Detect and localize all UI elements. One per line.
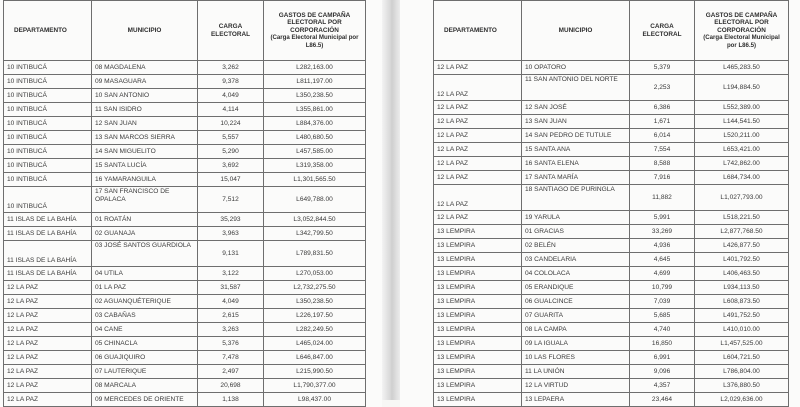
left-page xyxy=(0,0,382,407)
cell-departamento: 13 LEMPIRA xyxy=(434,281,522,295)
cell-municipio: 15 SANTA ANA xyxy=(522,143,630,157)
cell-carga-electoral: 3,692 xyxy=(198,159,264,173)
cell-gastos: L342,799.50 xyxy=(264,227,366,241)
table-row xyxy=(4,337,366,351)
cell-carga-electoral: 35,293 xyxy=(198,213,264,227)
table-row xyxy=(4,213,366,227)
cell-municipio: 12 LA VIRTUD xyxy=(522,379,630,393)
cell-departamento: 12 LA PAZ xyxy=(434,211,522,225)
cell-gastos: L786,804.00 xyxy=(695,365,789,379)
cell-departamento: 10 INTIBUCÁ xyxy=(4,159,92,173)
cell-municipio: 02 AGUANQUÉTERIQUE xyxy=(92,295,198,309)
cell-carga-electoral: 3,262 xyxy=(198,61,264,75)
cell-municipio: 16 SANTA ELENA xyxy=(522,157,630,171)
cell-carga-electoral: 4,645 xyxy=(630,253,695,267)
table-row xyxy=(434,115,789,129)
header-carga-electoral: CARGA ELECTORAL xyxy=(630,1,695,61)
cell-departamento: 11 ISLAS DE LA BAHÍA xyxy=(4,241,92,267)
header-gastos-subtitle: (Carga Electoral Municipal por L86.5) xyxy=(270,34,359,49)
cell-gastos: L742,862.00 xyxy=(695,157,789,171)
cell-municipio: 04 CANE xyxy=(92,323,198,337)
cell-gastos: L480,680.50 xyxy=(264,131,366,145)
table-row xyxy=(434,323,789,337)
cell-gastos: L934,113.50 xyxy=(695,281,789,295)
cell-gastos: L491,752.50 xyxy=(695,309,789,323)
cell-carga-electoral: 2,497 xyxy=(198,365,264,379)
cell-carga-electoral: 9,378 xyxy=(198,75,264,89)
cell-departamento: 10 INTIBUCÁ xyxy=(4,131,92,145)
cell-carga-electoral: 4,114 xyxy=(198,103,264,117)
campaign-expense-table-left xyxy=(3,0,366,407)
table-row xyxy=(4,241,366,267)
cell-municipio: 05 ERANDIQUE xyxy=(522,281,630,295)
table-row xyxy=(4,131,366,145)
cell-municipio: 18 SANTIAGO DE PURINGLA xyxy=(522,185,630,211)
table-row xyxy=(434,267,789,281)
cell-carga-electoral: 7,039 xyxy=(630,295,695,309)
header-municipio: MUNICIPIO xyxy=(92,1,198,61)
cell-departamento: 12 LA PAZ xyxy=(434,101,522,115)
table-row xyxy=(434,309,789,323)
cell-gastos: L653,421.00 xyxy=(695,143,789,157)
cell-gastos: L98,437.00 xyxy=(264,393,366,407)
cell-carga-electoral: 2,253 xyxy=(630,75,695,101)
left-table-body xyxy=(4,61,366,407)
header-carga-electoral: CARGA ELECTORAL xyxy=(198,1,264,61)
table-row xyxy=(434,337,789,351)
cell-municipio: 09 MERCEDES DE ORIENTE xyxy=(92,393,198,407)
cell-municipio: 16 YAMARANGUILA xyxy=(92,173,198,187)
cell-carga-electoral: 7,554 xyxy=(630,143,695,157)
cell-departamento: 12 LA PAZ xyxy=(4,323,92,337)
cell-gastos: L426,877.50 xyxy=(695,239,789,253)
cell-municipio: 11 SAN ANTONIO DEL NORTE xyxy=(522,75,630,101)
cell-gastos: L520,211.00 xyxy=(695,129,789,143)
cell-departamento: 12 LA PAZ xyxy=(4,365,92,379)
cell-carga-electoral: 16,850 xyxy=(630,337,695,351)
cell-departamento: 10 INTIBUCÁ xyxy=(4,117,92,131)
cell-departamento: 10 INTIBUCÁ xyxy=(4,173,92,187)
cell-departamento: 10 INTIBUCÁ xyxy=(4,145,92,159)
cell-municipio: 07 GUARITA xyxy=(522,309,630,323)
page-binding-gutter xyxy=(382,0,400,400)
cell-departamento: 12 LA PAZ xyxy=(4,309,92,323)
cell-gastos: L194,884.50 xyxy=(695,75,789,101)
cell-departamento: 13 LEMPIRA xyxy=(434,323,522,337)
cell-gastos: L350,238.50 xyxy=(264,295,366,309)
cell-departamento: 13 LEMPIRA xyxy=(434,295,522,309)
cell-carga-electoral: 10,224 xyxy=(198,117,264,131)
cell-carga-electoral: 3,963 xyxy=(198,227,264,241)
cell-gastos: L270,053.00 xyxy=(264,267,366,281)
cell-municipio: 10 OPATORO xyxy=(522,61,630,75)
cell-gastos: L350,238.50 xyxy=(264,89,366,103)
header-departamento: DEPARTAMENTO xyxy=(434,1,522,61)
cell-municipio: 11 LA UNIÓN xyxy=(522,365,630,379)
table-row xyxy=(4,117,366,131)
cell-municipio: 10 LAS FLORES xyxy=(522,351,630,365)
header-departamento: DEPARTAMENTO xyxy=(4,1,92,61)
cell-carga-electoral: 4,049 xyxy=(198,89,264,103)
cell-municipio: 11 SAN ISIDRO xyxy=(92,103,198,117)
cell-departamento: 13 LEMPIRA xyxy=(434,267,522,281)
cell-departamento: 13 LEMPIRA xyxy=(434,253,522,267)
cell-departamento: 11 ISLAS DE LA BAHÍA xyxy=(4,267,92,281)
table-row xyxy=(4,351,366,365)
cell-carga-electoral: 4,357 xyxy=(630,379,695,393)
cell-gastos: L282,249.50 xyxy=(264,323,366,337)
cell-gastos: L282,163.00 xyxy=(264,61,366,75)
cell-gastos: L2,732,275.50 xyxy=(264,281,366,295)
cell-carga-electoral: 7,916 xyxy=(630,171,695,185)
cell-departamento: 13 LEMPIRA xyxy=(434,239,522,253)
cell-municipio: 13 SAN MARCOS SIERRA xyxy=(92,131,198,145)
table-row xyxy=(434,129,789,143)
cell-municipio: 19 YARULA xyxy=(522,211,630,225)
header-municipio: MUNICIPIO xyxy=(522,1,630,61)
cell-gastos: L789,831.50 xyxy=(264,241,366,267)
cell-municipio: 04 UTILA xyxy=(92,267,198,281)
header-gastos xyxy=(264,1,366,61)
table-row xyxy=(434,281,789,295)
cell-departamento: 13 LEMPIRA xyxy=(434,309,522,323)
cell-carga-electoral: 3,263 xyxy=(198,323,264,337)
cell-departamento: 10 INTIBUCÁ xyxy=(4,75,92,89)
cell-municipio: 12 SAN JOSÉ xyxy=(522,101,630,115)
cell-municipio: 02 BELÉN xyxy=(522,239,630,253)
cell-municipio: 14 SAN MIGUELITO xyxy=(92,145,198,159)
campaign-expense-table-right xyxy=(433,0,789,407)
cell-carga-electoral: 10,799 xyxy=(630,281,695,295)
cell-carga-electoral: 5,991 xyxy=(630,211,695,225)
cell-gastos: L604,721.50 xyxy=(695,351,789,365)
cell-gastos: L3,052,844.50 xyxy=(264,213,366,227)
cell-departamento: 10 INTIBUCÁ xyxy=(4,61,92,75)
cell-municipio: 03 CANDELARIA xyxy=(522,253,630,267)
cell-departamento: 13 LEMPIRA xyxy=(434,379,522,393)
header-gastos-title: GASTOS DE CAMPAÑA ELECTORAL POR CORPORACIÓN xyxy=(705,11,778,34)
cell-carga-electoral: 2,615 xyxy=(198,309,264,323)
table-row xyxy=(4,89,366,103)
cell-departamento: 12 LA PAZ xyxy=(4,379,92,393)
cell-departamento: 12 LA PAZ xyxy=(4,337,92,351)
cell-gastos: L1,457,525.00 xyxy=(695,337,789,351)
cell-gastos: L410,010.00 xyxy=(695,323,789,337)
cell-departamento: 13 LEMPIRA xyxy=(434,351,522,365)
cell-municipio: 06 GUALCINCE xyxy=(522,295,630,309)
cell-carga-electoral: 5,379 xyxy=(630,61,695,75)
table-row xyxy=(4,267,366,281)
table-row xyxy=(434,365,789,379)
cell-carga-electoral: 8,588 xyxy=(630,157,695,171)
table-row xyxy=(434,75,789,101)
cell-municipio: 01 GRACIAS xyxy=(522,225,630,239)
table-row xyxy=(4,159,366,173)
table-row xyxy=(4,323,366,337)
table-row xyxy=(434,239,789,253)
cell-carga-electoral: 9,131 xyxy=(198,241,264,267)
table-row xyxy=(434,185,789,211)
cell-departamento: 13 LEMPIRA xyxy=(434,393,522,407)
table-row xyxy=(434,211,789,225)
cell-municipio: 12 SAN JUAN xyxy=(92,117,198,131)
right-table-body xyxy=(434,61,789,407)
table-row xyxy=(434,101,789,115)
table-row xyxy=(4,173,366,187)
table-row xyxy=(434,171,789,185)
cell-departamento: 10 INTIBUCÁ xyxy=(4,89,92,103)
cell-municipio: 13 LEPAERA xyxy=(522,393,630,407)
cell-gastos: L684,734.00 xyxy=(695,171,789,185)
cell-carga-electoral: 31,587 xyxy=(198,281,264,295)
cell-municipio: 08 MARCALA xyxy=(92,379,198,393)
cell-municipio: 03 JOSÉ SANTOS GUARDIOLA xyxy=(92,241,198,267)
cell-departamento: 10 INTIBUCÁ xyxy=(4,103,92,117)
cell-carga-electoral: 5,557 xyxy=(198,131,264,145)
cell-municipio: 04 COLOLACA xyxy=(522,267,630,281)
cell-departamento: 12 LA PAZ xyxy=(434,115,522,129)
cell-carga-electoral: 23,464 xyxy=(630,393,695,407)
cell-departamento: 13 LEMPIRA xyxy=(434,337,522,351)
cell-carga-electoral: 7,512 xyxy=(198,187,264,213)
cell-gastos: L1,027,793.00 xyxy=(695,185,789,211)
table-row xyxy=(4,227,366,241)
table-row xyxy=(434,295,789,309)
table-row xyxy=(4,187,366,213)
cell-departamento: 13 LEMPIRA xyxy=(434,225,522,239)
cell-carga-electoral: 5,685 xyxy=(630,309,695,323)
cell-municipio: 07 LAUTERIQUE xyxy=(92,365,198,379)
cell-gastos: L406,463.50 xyxy=(695,267,789,281)
cell-gastos: L457,585.00 xyxy=(264,145,366,159)
cell-departamento: 12 LA PAZ xyxy=(434,75,522,101)
cell-departamento: 12 LA PAZ xyxy=(434,61,522,75)
cell-gastos: L552,389.00 xyxy=(695,101,789,115)
table-row xyxy=(4,61,366,75)
header-gastos-subtitle: (Carga Electoral Municipal por L86.5) xyxy=(703,34,780,49)
cell-carga-electoral: 5,376 xyxy=(198,337,264,351)
cell-carga-electoral: 20,698 xyxy=(198,379,264,393)
table-row xyxy=(4,145,366,159)
cell-municipio: 09 LA IGUALA xyxy=(522,337,630,351)
right-page xyxy=(400,0,800,407)
table-row xyxy=(434,61,789,75)
table-row xyxy=(4,309,366,323)
cell-municipio: 10 SAN ANTONIO xyxy=(92,89,198,103)
cell-gastos: L319,358.00 xyxy=(264,159,366,173)
cell-departamento: 13 LEMPIRA xyxy=(434,365,522,379)
cell-gastos: L811,197.00 xyxy=(264,75,366,89)
cell-gastos: L355,861.00 xyxy=(264,103,366,117)
cell-departamento: 10 INTIBUCÁ xyxy=(4,187,92,213)
table-row xyxy=(434,143,789,157)
cell-carga-electoral: 5,290 xyxy=(198,145,264,159)
cell-carga-electoral: 6,014 xyxy=(630,129,695,143)
cell-municipio: 17 SANTA MARÍA xyxy=(522,171,630,185)
table-row xyxy=(434,157,789,171)
cell-carga-electoral: 4,936 xyxy=(630,239,695,253)
cell-municipio: 14 SAN PEDRO DE TUTULE xyxy=(522,129,630,143)
cell-municipio: 05 CHINACLA xyxy=(92,337,198,351)
cell-municipio: 13 SAN JUAN xyxy=(522,115,630,129)
cell-municipio: 06 GUAJIQUIRO xyxy=(92,351,198,365)
cell-carga-electoral: 15,047 xyxy=(198,173,264,187)
table-row xyxy=(434,351,789,365)
table-row xyxy=(434,253,789,267)
cell-municipio: 01 ROATÁN xyxy=(92,213,198,227)
cell-departamento: 11 ISLAS DE LA BAHÍA xyxy=(4,227,92,241)
cell-municipio: 08 LA CAMPA xyxy=(522,323,630,337)
table-row xyxy=(434,379,789,393)
cell-gastos: L1,790,377.00 xyxy=(264,379,366,393)
cell-carga-electoral: 7,478 xyxy=(198,351,264,365)
cell-departamento: 12 LA PAZ xyxy=(434,157,522,171)
cell-carga-electoral: 4,740 xyxy=(630,323,695,337)
cell-gastos: L884,376.00 xyxy=(264,117,366,131)
cell-departamento: 12 LA PAZ xyxy=(434,143,522,157)
cell-carga-electoral: 11,882 xyxy=(630,185,695,211)
cell-carga-electoral: 33,269 xyxy=(630,225,695,239)
cell-municipio: 08 MAGDALENA xyxy=(92,61,198,75)
cell-carga-electoral: 3,122 xyxy=(198,267,264,281)
table-row xyxy=(4,295,366,309)
cell-carga-electoral: 1,138 xyxy=(198,393,264,407)
cell-gastos: L226,197.50 xyxy=(264,309,366,323)
table-row xyxy=(4,75,366,89)
cell-gastos: L401,792.50 xyxy=(695,253,789,267)
cell-municipio: 15 SANTA LUCÍA xyxy=(92,159,198,173)
table-row xyxy=(434,225,789,239)
cell-gastos: L376,880.50 xyxy=(695,379,789,393)
table-row xyxy=(4,103,366,117)
cell-carga-electoral: 4,699 xyxy=(630,267,695,281)
cell-carga-electoral: 9,096 xyxy=(630,365,695,379)
cell-departamento: 12 LA PAZ xyxy=(434,171,522,185)
cell-departamento: 12 LA PAZ xyxy=(434,129,522,143)
cell-gastos: L144,541.50 xyxy=(695,115,789,129)
cell-departamento: 12 LA PAZ xyxy=(4,295,92,309)
cell-gastos: L465,024.00 xyxy=(264,337,366,351)
cell-municipio: 02 GUANAJA xyxy=(92,227,198,241)
cell-carga-electoral: 6,991 xyxy=(630,351,695,365)
header-gastos-title: GASTOS DE CAMPAÑA ELECTORAL POR CORPORACIÓN xyxy=(278,11,351,34)
cell-departamento: 12 LA PAZ xyxy=(4,393,92,407)
header-gastos xyxy=(695,1,789,61)
cell-departamento: 11 ISLAS DE LA BAHÍA xyxy=(4,213,92,227)
cell-gastos: L646,847.00 xyxy=(264,351,366,365)
cell-carga-electoral: 1,671 xyxy=(630,115,695,129)
table-header-row xyxy=(4,1,366,61)
table-header-row xyxy=(434,1,789,61)
cell-gastos: L215,990.50 xyxy=(264,365,366,379)
cell-carga-electoral: 6,386 xyxy=(630,101,695,115)
table-row xyxy=(4,365,366,379)
cell-gastos: L465,283.50 xyxy=(695,61,789,75)
table-row xyxy=(4,281,366,295)
cell-municipio: 01 LA PAZ xyxy=(92,281,198,295)
cell-gastos: L2,877,768.50 xyxy=(695,225,789,239)
cell-municipio: 17 SAN FRANCISCO DE OPALACA xyxy=(92,187,198,213)
cell-municipio: 09 MASAGUARA xyxy=(92,75,198,89)
cell-departamento: 12 LA PAZ xyxy=(4,281,92,295)
cell-municipio: 03 CABAÑAS xyxy=(92,309,198,323)
cell-gastos: L2,029,636.00 xyxy=(695,393,789,407)
cell-gastos: L518,221.50 xyxy=(695,211,789,225)
cell-departamento: 12 LA PAZ xyxy=(4,351,92,365)
cell-gastos: L608,873.50 xyxy=(695,295,789,309)
table-row xyxy=(4,379,366,393)
cell-carga-electoral: 4,049 xyxy=(198,295,264,309)
cell-departamento: 12 LA PAZ xyxy=(434,185,522,211)
cell-gastos: L1,301,565.50 xyxy=(264,173,366,187)
cell-gastos: L649,788.00 xyxy=(264,187,366,213)
